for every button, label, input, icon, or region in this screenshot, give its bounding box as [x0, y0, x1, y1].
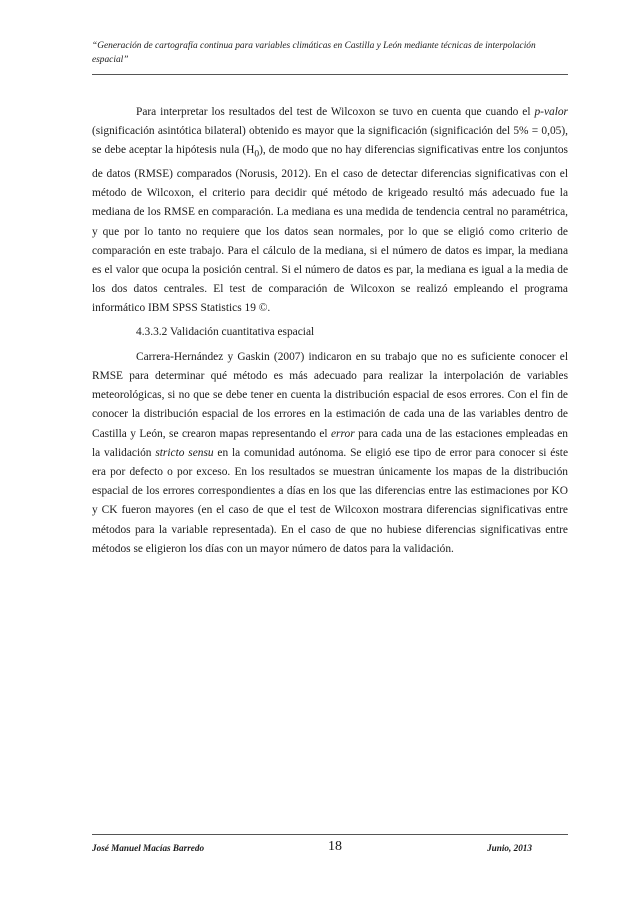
- para1-emphasis-pvalor: p-valor: [534, 106, 568, 118]
- footer-author: José Manuel Macías Barredo: [92, 843, 205, 853]
- page-number: 18: [328, 839, 342, 854]
- para1-text-2: (significación asintótica bilateral) obtenido es mayor que la significación (significación del 5% = 0,05), se debe aceptar la hipótesis nula (H: [92, 125, 568, 157]
- para2-emphasis-stricto-sensu: stricto sensu: [155, 446, 214, 459]
- para1-subscript: 0: [254, 149, 260, 160]
- footer-date: Junio, 2013: [487, 843, 532, 853]
- header-title: “Generación de cartografía continua para variables climáticas en Castilla y León mediante técnicas de interpolación espacial”: [92, 41, 536, 65]
- para1-text-1: Para interpretar los resultados del test de Wilcoxon se tuvo en cuenta que cuando el: [136, 106, 535, 118]
- paragraph-wilcoxon: [92, 103, 568, 319]
- para1-text-3: ), de modo que no hay diferencias significativas entre los conjuntos de datos (RMSE) comparados (Norusis, 2012). En el caso de detectar diferencias significativas con el método de Wilcoxon, el criterio para decidir qué método de krigeado resultó más adecuado fue la mediana de los RMSE en comparación. La mediana es una medida de tendencia central no paramétrica, y que por lo tanto no requiere que los datos sean normales, por lo que se eligió como criterio de comparación en este trabajo. Para el cálculo de la mediana, si el número de datos es impar, la mediana es el valor que ocupa la posición central. Si el número de datos es par, la mediana es igual a la media de los dos datos centrales. El test de comparación de Wilcoxon se realizó empleando el programa informático IBM SPSS Statistics 19 ©.: [92, 144, 568, 315]
- section-heading: 4.3.3.2 Validación cuantitativa espacial: [136, 325, 315, 338]
- para2-text-1: Carrera-Hernández y Gaskin (2007) indicaron en su trabajo que no es suficiente conocer el RMSE para determinar qué método es más adecuado para realizar la interpolación de variables meteorológicas, si no que se debe tener en cuenta la distribución espacial de esos errores. Con el fin de conocer la distribución espacial de los errores en la estimación de cada una de las variables dentro de Castilla y León, se crearon mapas representando el: [92, 350, 568, 440]
- para2-text-3: en la comunidad autónoma. Se eligió ese tipo de error para conocer si éste era por defecto o por exceso. En los resultados se muestran únicamente los mapas de la distribución espacial de los errores correspondientes a días en los que las diferencias entre las estimaciones por KO y CK fueron mayores (en el caso de que el test de Wilcoxon mostrara diferencias significativas entre métodos para la variable representada). En el caso de que no hubiese diferencias significativas entre métodos se eligieron los días con un mayor número de datos para la validación.: [92, 446, 568, 555]
- running-header: [92, 40, 568, 75]
- para2-text-2: para cada una de las estaciones empleadas en la validación: [92, 427, 568, 459]
- page-body: [92, 103, 568, 563]
- paragraph-validacion: [92, 348, 568, 559]
- page-footer: [92, 834, 568, 854]
- para2-emphasis-error: error: [331, 427, 355, 440]
